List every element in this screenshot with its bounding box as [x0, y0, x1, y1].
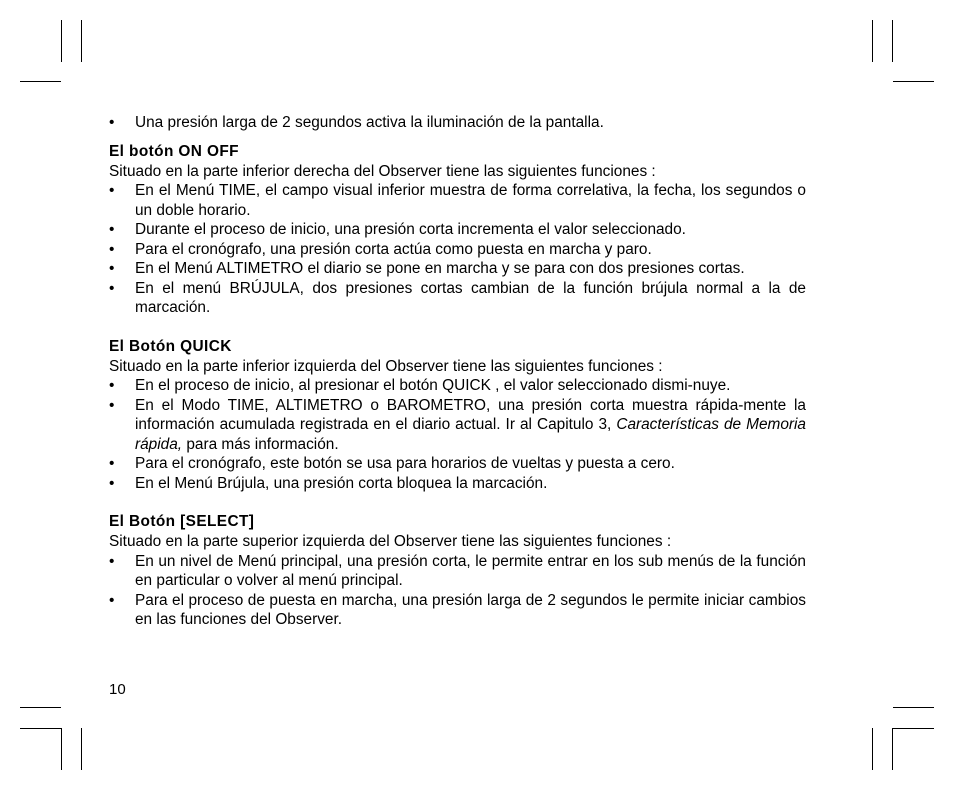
list-item-text: En un nivel de Menú principal, una presión corta, le permite entrar en los sub menús de la función en particular o volver al menú principal. [135, 552, 806, 589]
crop-mark-bottom-right-v1 [872, 728, 873, 770]
list-item-text: Una presión larga de 2 segundos activa la iluminación de la pantalla. [135, 114, 604, 131]
list-item-emphasis: Características de Memoria rápida, [135, 416, 806, 453]
section-heading: El botón ON OFF [109, 142, 239, 160]
section-list [109, 376, 806, 493]
section-heading: El Botón QUICK [109, 337, 232, 355]
bullet-icon: • [109, 240, 115, 258]
page-content [109, 113, 806, 630]
crop-mark-bottom-left-h1 [20, 707, 61, 708]
list-item-text: En el Menú Brújula, una presión corta bloquea la marcación. [135, 474, 548, 492]
list-item [109, 259, 806, 279]
section-intro: Situado en la parte inferior derecha del Observer tiene las siguientes funciones : [109, 162, 656, 180]
list-item-text: En el menú BRÚJULA, dos presiones cortas cambian de la función brújula normal a la de marcación. [135, 279, 806, 316]
bullet-icon: • [109, 552, 115, 570]
bullet-icon: • [109, 455, 115, 472]
crop-mark-top-right-v1 [872, 20, 873, 62]
list-item [109, 279, 806, 318]
section-intro: Situado en la parte superior izquierda del Observer tiene las siguientes funciones : [109, 533, 672, 550]
list-item-text: Para el cronógrafo, este botón se usa para horarios de vueltas y puesta a cero. [135, 455, 675, 472]
section-heading: El Botón [SELECT] [109, 513, 255, 530]
bullet-icon: • [109, 591, 115, 609]
crop-mark-top-right-v2 [892, 20, 893, 62]
section-intro: Situado en la parte inferior izquierda del Observer tiene las siguientes funciones : [109, 357, 663, 375]
crop-mark-bottom-right-h1 [893, 707, 934, 708]
bullet-icon: • [109, 474, 115, 492]
section-select [109, 512, 806, 630]
crop-mark-top-left-v2 [81, 20, 82, 62]
crop-mark-top-left-v1 [61, 20, 62, 62]
crop-mark-bottom-right-h2 [893, 728, 934, 729]
list-item [109, 181, 806, 220]
bullet-icon: • [109, 279, 115, 297]
list-item [109, 591, 806, 630]
list-item [109, 113, 806, 133]
list-item [109, 240, 806, 260]
list-item [109, 376, 806, 396]
list-item [109, 454, 806, 474]
bullet-icon: • [109, 114, 115, 131]
list-item-text-before: En el Modo TIME, ALTIMETRO o BAROMETRO, una presión corta muestra rápida-mente la información acumulada registrada en el diario actual. Ir al Capitulo 3, [135, 396, 806, 433]
list-item-text: En el Menú TIME, el campo visual inferior muestra de forma correlativa, la fecha, los segundos o un doble horario. [135, 182, 806, 219]
bullet-icon: • [109, 260, 115, 277]
section-list [109, 552, 806, 630]
list-item-text: Durante el proceso de inicio, una presión corta incrementa el valor seleccionado. [135, 221, 686, 238]
section-on-off [109, 142, 806, 318]
list-item [109, 474, 806, 494]
crop-mark-bottom-left-v1 [61, 728, 62, 770]
list-item-text-after: para más información. [182, 435, 339, 453]
crop-mark-top-left-h [20, 81, 61, 82]
crop-mark-bottom-left-h2 [20, 728, 61, 729]
crop-mark-bottom-right-v2 [892, 728, 893, 770]
list-item-text: Para el proceso de puesta en marcha, una presión larga de 2 segundos le permite iniciar cambios en las funciones del Observer. [135, 591, 806, 628]
top-list [109, 113, 806, 133]
bullet-icon: • [109, 221, 115, 238]
section-quick [109, 337, 806, 494]
list-item-text: En el proceso de inicio, al presionar el botón QUICK , el valor seleccionado dismi-nuye. [135, 377, 731, 394]
list-item-text: Para el cronógrafo, una presión corta actúa como puesta en marcha y paro. [135, 240, 652, 258]
list-item-text: En el Menú ALTIMETRO el diario se pone en marcha y se para con dos presiones cortas. [135, 260, 745, 277]
section-list [109, 181, 806, 318]
bullet-icon: • [109, 377, 115, 394]
list-item [109, 552, 806, 591]
list-item [109, 220, 806, 240]
crop-mark-top-right-h [893, 81, 934, 82]
crop-mark-bottom-left-v2 [81, 728, 82, 770]
page-number: 10 [109, 681, 126, 698]
list-item [109, 396, 806, 455]
bullet-icon: • [109, 182, 115, 199]
bullet-icon: • [109, 396, 115, 414]
